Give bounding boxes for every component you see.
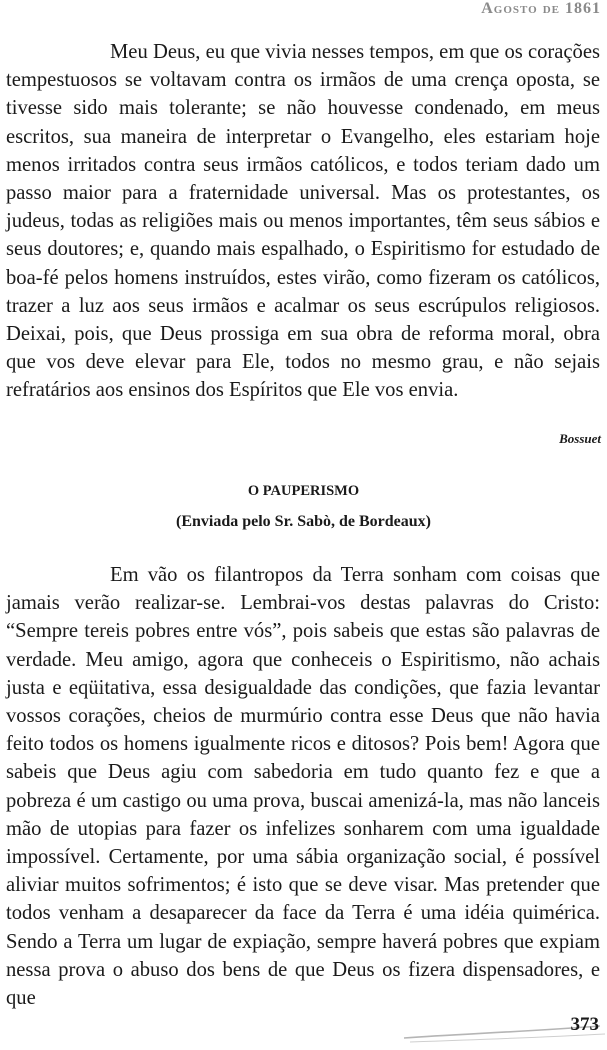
running-header: Agosto de 1861 <box>481 0 601 17</box>
message-paragraph-pauperismo: Em vão os filantropos da Terra sonham com coisas que jamais verão realizar-se. Lembrai-vos destas palavras do Cristo: “Sempre tereis pobres entre vós”, pois sabeis que estas são palavras de verdade. Meu amigo, agora que conheceis o Espiritismo, não achais justa e eqüitativa, essa desigualdade das condições, que fazia levantar vossos corações, cheios de murmúrio contra esse Deus que não havia feito todos os homens igualmente ricos e ditosos? Pois bem! Agora que sabeis que Deus agiu com sabedoria em tudo quanto fez e que a pobreza é um castigo ou uma prova, buscai amenizá-la, mas não lanceis mão de utopias para fazer os infelizes sonharem com uma igualdade impossível. Certamente, por uma sábia organização social, é possível aliviar muitos sofrimentos; é isto que se deve visar. Mas pretender que todos venham a desaparecer da face da Terra é uma idéia quimérica. Sendo a Terra um lugar de expiação, sempre haverá pobres que expiam nessa prova o abuso dos bens de que Deus os fizera dispensadores, e que <box>6 564 600 1010</box>
page-number: 373 <box>570 1014 599 1035</box>
message-paragraph-bossuet: Meu Deus, eu que vivia nesses tempos, em que os corações tempestuosos se voltavam contra os irmãos de uma crença oposta, se tivesse sido mais tolerante; se não houvesse condenado, em meus escritos, sua maneira de interpretar o Evangelho, eles estariam hoje menos irritados contra seus irmãos católicos, e todos teriam dado um passo maior para a fraternidade universal. Mas os protestantes, os judeus, todas as religiões mais ou menos importantes, têm seus sábios e seus doutores; e, quando mais espalhado, o Espiritismo for estudado de boa-fé pelos homens instruídos, estes virão, como fizeram os católicos, trazer a luz aos seus irmãos e acalmar os seus escrúpulos religiosos. Deixai, pois, que Deus prossiga em sua obra de reforma moral, obra que vos deve elevar para Ele, todos no mesmo grau, e não sejais refratários aos ensinos dos Espíritos que Ele vos envia. <box>6 41 600 402</box>
author-signature: Bossuet <box>559 431 601 446</box>
section-title: O PAUPERISMO <box>247 483 360 499</box>
section-subtitle: (Enviada pelo Sr. Sabò, de Bordeaux) <box>175 513 431 530</box>
